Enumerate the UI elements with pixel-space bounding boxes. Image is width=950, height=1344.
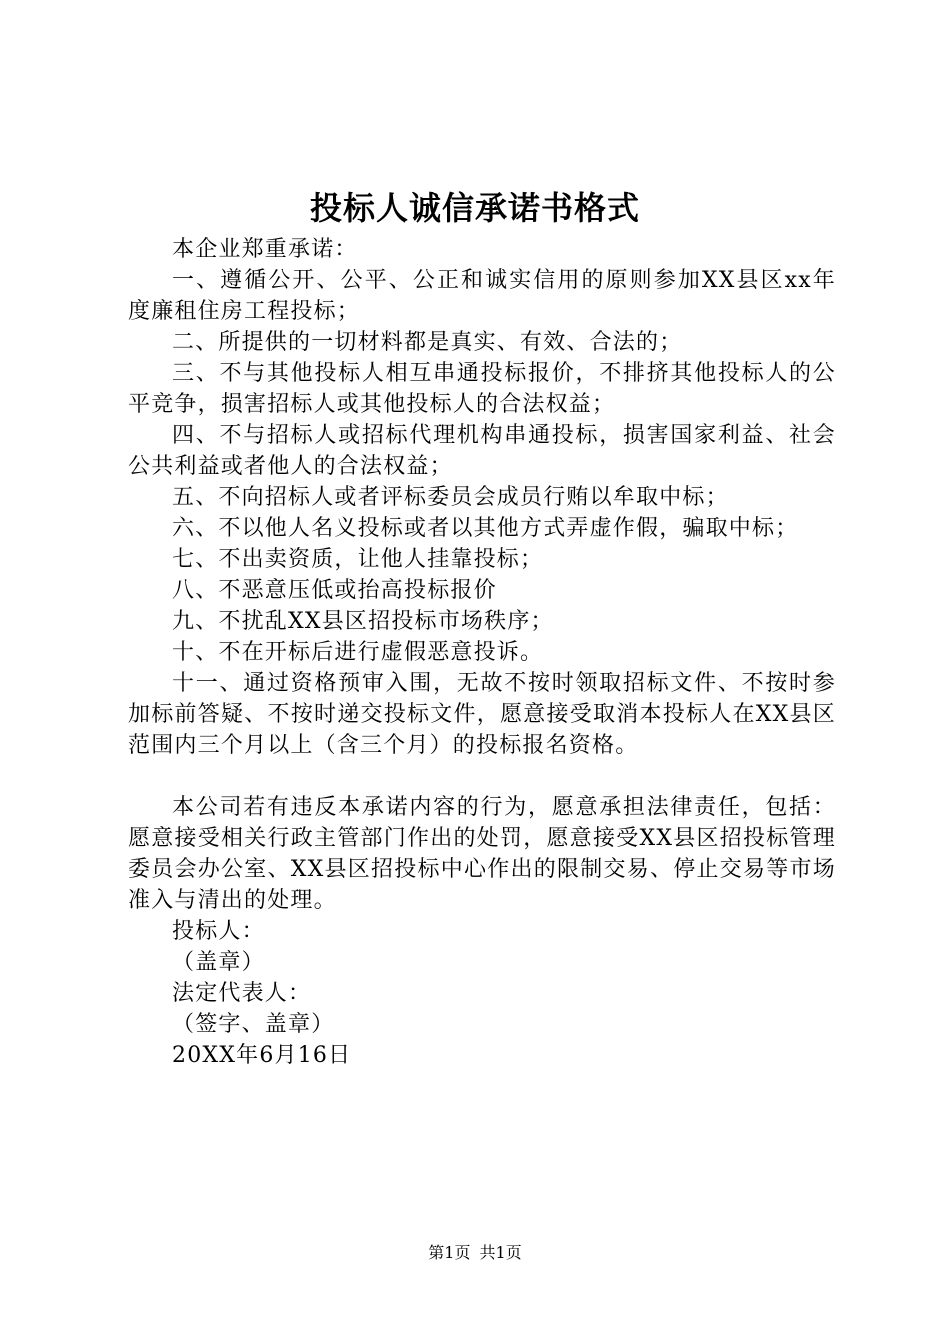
- paragraph-item-8: 八、不恶意压低或抬高投标报价: [172, 578, 497, 603]
- paragraph-item-11: 十一、通过资格预审入围，无故不按时领取招标文件、不按时参加标前答疑、不按时递交投标文件，愿意接受取消本投标人在XX县区范围内三个月以上（含三个月）的投标报名资格。: [128, 671, 836, 758]
- bidder-label: 投标人：: [172, 919, 265, 944]
- paragraph-spacer: [128, 761, 836, 792]
- paragraph-item-9: 九、不扰乱XX县区招投标市场秩序；: [172, 609, 554, 634]
- page-total: 共1页: [479, 1243, 522, 1262]
- paragraph-item-1: 一、遵循公开、公平、公正和诚实信用的原则参加XX县区xx年度廉租住房工程投标；: [128, 268, 836, 324]
- paragraph-item-2: 二、所提供的一切材料都是真实、有效、合法的；: [172, 330, 683, 355]
- closing-paragraph: 本公司若有违反本承诺内容的行为，愿意承担法律责任，包括：愿意接受相关行政主管部门作出的处罚，愿意接受XX县区招投标管理委员会办公室、XX县区招投标中心作出的限制交易、停止交易等市场准入与清出的处理。: [128, 795, 836, 913]
- page-footer: [0, 1242, 950, 1264]
- sign-seal-note: （签字、盖章）: [172, 1012, 335, 1037]
- paragraph-item-10: 十、不在开标后进行虚假恶意投诉。: [172, 640, 544, 665]
- paragraph-item-3: 三、不与其他投标人相互串通投标报价，不排挤其他投标人的公平竞争，损害招标人或其他投标人的合法权益；: [128, 361, 836, 417]
- page-number: 第1页: [428, 1243, 471, 1262]
- document-body: [128, 234, 836, 1071]
- paragraph-item-6: 六、不以他人名义投标或者以其他方式弄虚作假，骗取中标；: [172, 516, 799, 541]
- paragraph-item-7: 七、不出卖资质，让他人挂靠投标；: [172, 547, 544, 572]
- legal-rep-label: 法定代表人：: [172, 981, 312, 1006]
- seal-note: （盖章）: [172, 950, 265, 975]
- paragraph-item-5: 五、不向招标人或者评标委员会成员行贿以牟取中标；: [172, 485, 729, 510]
- paragraph-item-4: 四、不与招标人或招标代理机构串通投标，损害国家利益、社会公共利益或者他人的合法权益；: [128, 423, 836, 479]
- document-title: 投标人诚信承诺书格式: [309, 189, 640, 227]
- signature-date: 20XX年6月16日: [172, 1043, 352, 1068]
- paragraph-intro: 本企业郑重承诺：: [172, 237, 358, 262]
